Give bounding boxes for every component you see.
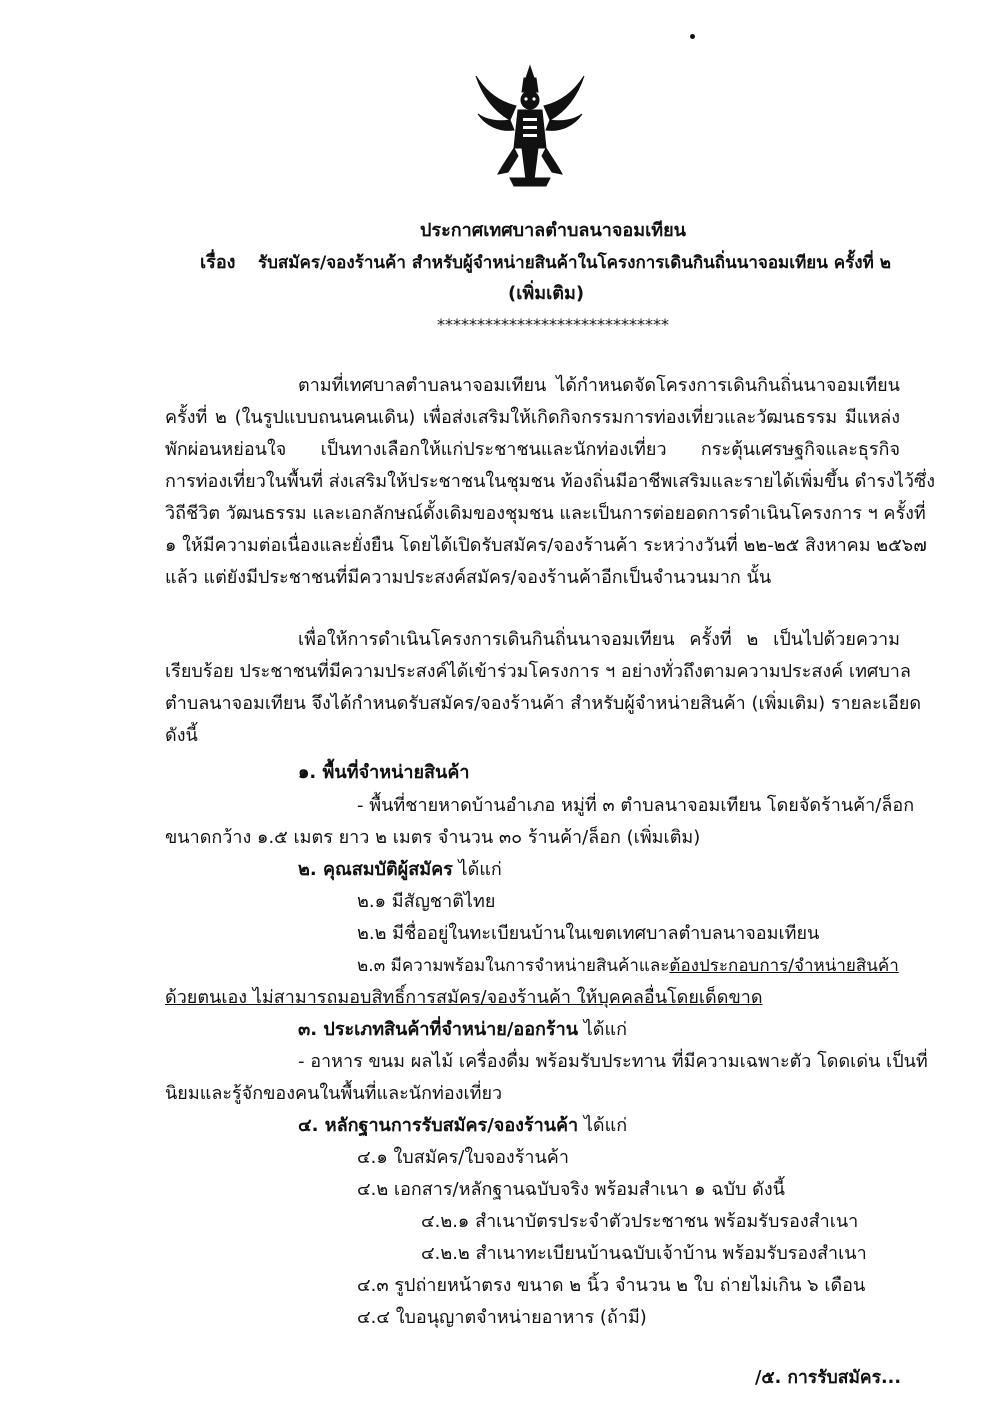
section2-heading: ๒. คุณสมบัติผู้สมัคร xyxy=(298,859,453,880)
section2-item3-continuation: ด้วยตนเอง ไม่สามารถมอบสิทธิ์การสมัคร/จองร้านค้า ให้บุคคลอื่นโดยเด็ดขาด xyxy=(165,987,763,1008)
section3-line: นิยมและรู้จักของคนในพื้นที่และนักท่องเที่ยว xyxy=(165,1083,503,1104)
para1-line: พักผ่อนหย่อนใจ เป็นทางเลือกให้แก่ประชาชนและนักท่องเที่ยว กระตุ้นเศรษฐกิจและธุรกิจ xyxy=(165,439,900,460)
section4-heading: ๔. หลักฐานการรับสมัคร/จองร้านค้า xyxy=(298,1115,579,1136)
para1-line: ครั้งที่ ๒ (ในรูปแบบถนนคนเดิน) เพื่อส่งเสริมให้เกิดกิจกรรมการท่องเที่ยวและวัฒนธรรม มีแหล่ง xyxy=(165,407,900,428)
para2-line: เรียบร้อย ประชาชนที่มีความประสงค์ได้เข้าร่วมโครงการ ฯ อย่างทั่วถึงตามความประสงค์ เทศบาล xyxy=(165,661,911,682)
para1-line: แล้ว แต่ยังมีประชาชนที่มีความประสงค์สมัคร/จองร้านค้าอีกเป็นจำนวนมาก นั้น xyxy=(165,567,772,588)
section1-line: ขนาดกว้าง ๑.๕ เมตร ยาว ๒ เมตร จำนวน ๓๐ ร้านค้า/ล็อก (เพิ่มเติม) xyxy=(165,827,701,848)
section4-heading-suffix: ได้แก่ xyxy=(578,1115,628,1136)
subject-text: รับสมัคร/จองร้านค้า สำหรับผู้จำหน่ายสินค้าในโครงการเดินกินถิ่นนาจอมเทียน ครั้งที่ ๒ xyxy=(258,253,891,273)
section1-heading: ๑. พื้นที่จำหน่ายสินค้า xyxy=(298,762,470,783)
garuda-emblem-icon xyxy=(470,62,590,192)
section4-subitem: ๔.๒.๑ สำเนาบัตรประจำตัวประชาชน พร้อมรับรองสำเนา xyxy=(421,1211,859,1232)
section4-heading-row xyxy=(298,1113,627,1139)
section3-heading-row xyxy=(298,1017,627,1043)
para1-line: วิถีชีวิต วัฒนธรรม และเอกลักษณ์ดั้งเดิมของชุมชน และเป็นการต่อยอดการดำเนินโครงการ ฯ ครั้งที่ xyxy=(165,503,926,524)
section2-item3-text: ๒.๓ มีความพร้อมในการจำหน่ายสินค้าและ xyxy=(357,956,670,976)
section4-item: ๔.๔ ใบอนุญาตจำหน่ายอาหาร (ถ้ามี) xyxy=(357,1307,647,1328)
divider-stars: ***************************** xyxy=(437,315,669,334)
para1-line: ๑ ให้มีความต่อเนื่องและยั่งยืน โดยได้เปิดรับสมัคร/จองร้านค้า ระหว่างวันที่ ๒๒-๒๕ สิงหาคม ๒๕๖๗ xyxy=(165,535,927,556)
section3-heading-suffix: ได้แก่ xyxy=(578,1019,627,1040)
section2-heading-suffix: ได้แก่ xyxy=(452,859,502,880)
section2-item: ๒.๒ มีชื่ออยู่ในทะเบียนบ้านในเขตเทศบาลตำบลนาจอมเทียน xyxy=(357,923,820,944)
announcement-title: ประกาศเทศบาลตำบลนาจอมเทียน xyxy=(420,220,686,241)
section3-heading: ๓. ประเภทสินค้าที่จำหน่าย/ออกร้าน xyxy=(298,1019,579,1040)
section2-heading-row xyxy=(298,857,502,883)
subject-label: เรื่อง xyxy=(200,252,236,273)
section2-item: ๒.๑ มีสัญชาติไทย xyxy=(357,891,496,912)
continuation-note: /๕. การรับสมัคร... xyxy=(755,1368,901,1388)
para2-line: ตำบลนาจอมเทียน จึงได้กำหนดรับสมัคร/จองร้านค้า สำหรับผู้จำหน่ายสินค้า (เพิ่มเติม) รายละเอียด xyxy=(165,693,922,714)
section4-subitem: ๔.๒.๒ สำเนาทะเบียนบ้านฉบับเจ้าบ้าน พร้อมรับรองสำเนา xyxy=(421,1243,867,1264)
section2-item3-underlined: ต้องประกอบการ/จำหน่ายสินค้า xyxy=(669,956,899,976)
subject-suffix: (เพิ่มเติม) xyxy=(508,283,585,304)
section1-line: - พื้นที่ชายหาดบ้านอำเภอ หมู่ที่ ๓ ตำบลนาจอมเทียน โดยจัดร้านค้า/ล็อก xyxy=(357,795,915,816)
section3-line: - อาหาร ขนม ผลไม้ เครื่องดื่ม พร้อมรับประทาน ที่มีความเฉพาะตัว โดดเด่น เป็นที่ xyxy=(298,1051,928,1072)
ink-dot xyxy=(690,34,695,39)
section4-item: ๔.๓ รูปถ่ายหน้าตรง ขนาด ๒ นิ้ว จำนวน ๒ ใบ ถ่ายไม่เกิน ๖ เดือน xyxy=(357,1275,866,1296)
section4-item: ๔.๒ เอกสาร/หลักฐานฉบับจริง พร้อมสำเนา ๑ ฉบับ ดังนี้ xyxy=(357,1179,785,1200)
para1-line: การท่องเที่ยวในพื้นที่ ส่งเสริมให้ประชาชนในชุมชน ท้องถิ่นมีอาชีพเสริมและรายได้เพิ่มขึ้น ดำรงไว้ซึ่ง xyxy=(165,471,935,492)
section4-item: ๔.๑ ใบสมัคร/ใบจองร้านค้า xyxy=(357,1147,569,1168)
section2-item xyxy=(357,953,899,979)
para1-line: ตามที่เทศบาลตำบลนาจอมเทียน ได้กำหนดจัดโครงการเดินกินถิ่นนาจอมเทียน xyxy=(298,375,900,396)
para2-line: เพื่อให้การดำเนินโครงการเดินกินถิ่นนาจอมเทียน ครั้งที่ ๒ เป็นไปด้วยความ xyxy=(298,629,900,650)
para2-line: ดังนี้ xyxy=(165,725,198,746)
